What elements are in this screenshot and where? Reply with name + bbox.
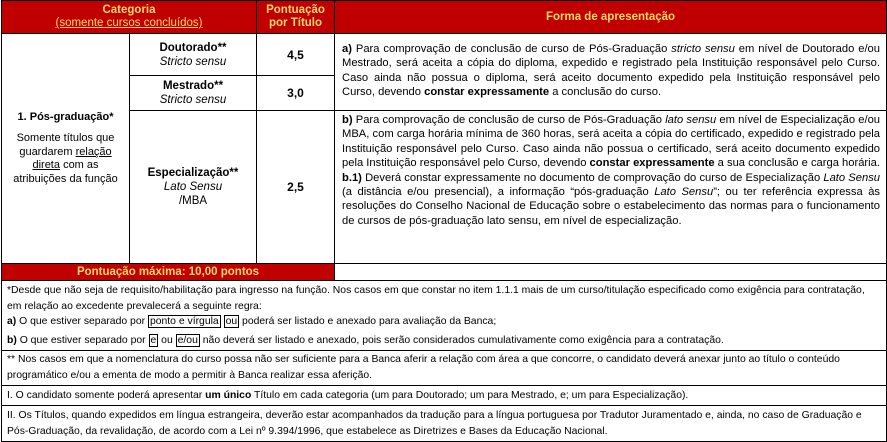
header-forma: Forma de apresentação (335, 1, 887, 34)
row-especializacao (2, 111, 887, 264)
forma-b-cell: b) Para comprovação de conclusão de curso de Pós-Graduação lato sensu em nível de Especialização e/ou MBA, com carga horária mínima de 360 horas, será aceita a cópia do certificado, expedido e registrado pela Instituição responsável pelo Curso. Caso ainda não possua o certificado, será aceito documento expedido pela Instituição responsável pelo Curso, devendo constar expressamente a sua conclusão e carga horária. b.1) Deverá constar expressamente no documento de comprovação do curso de Especialização Lato Sensu (a distância e/ou presencial), a informação “pós-graduação Lato Sensu”; ou ter referência expressa às resoluções do Conselho Nacional de Educação sobre o estabelecimento das normas para o funcionamento de cursos de pós-graduação lato sensu, em nível de especialização. (335, 111, 887, 264)
degree-mestrado: Mestrado** Stricto sensu (130, 76, 257, 111)
note-rule-b: b) O que estiver separado por e ou e/ou não deverá ser listado e anexado, pois serão considerados cumulativamente como exigência para a contratação. (7, 334, 724, 346)
note-roman1-row (2, 385, 887, 406)
header-pontuacao: Pontuação por Título (257, 1, 335, 34)
titles-table (1, 0, 887, 442)
score-especializacao: 2,5 (257, 111, 335, 264)
note-roman2-row (2, 406, 887, 442)
category-title: 1. Pós-graduação* (17, 110, 114, 123)
note-star1: *Desde que não seja de requisito/habilitação para ingresso na função. Nos casos em que constar no item 1.1.1 mais de um curso/titulação especificado como exigência para contratação, em relação ao excedente prevalecerá a seguinte regra: a) O que estiver separado por ponto e vírgula ou poderá ser listado e anexado para avaliação da Banca; b) O que estiver separado por e ou e/ou não deverá ser listado e anexado, pois serão considerados cumulativamente como exigência para a contratação. (2, 281, 887, 351)
row-doutorado (2, 34, 887, 76)
note-star1-row (2, 281, 887, 351)
note-star2: ** Nos casos em que a nomenclatura do curso possa não ser suficiente para a Banca aferir a relação com área a que concorre, o candidato deverá anexar junto ao título o conteúdo programático e/ou a ementa de modo a permitir à Banca realizar essa aferição. (2, 351, 887, 385)
note-roman2: II. Os Títulos, quando expedidos em língua estrangeira, deverão estar acompanhados da tradução para a língua portuguesa por Tradutor Juramentado e, ainda, no caso de Graduação e Pós-Graduação, da revalidação, de acordo com a Lei nº 9.394/1996, que estabelece as Diretrizes e Bases da Educação Nacional. (2, 406, 887, 442)
note-rule-a: a) O que estiver separado por ponto e vírgula ou poderá ser listado e anexado para avaliação da Banca; (7, 316, 497, 328)
forma-a-cell: a) Para comprovação de conclusão de curso de Pós-Graduação stricto sensu em nível de Doutorado e/ou Mestrado, será aceita a cópia do diploma, expedido e registrado pela Instituição responsável pelo Curso. Caso ainda não possua o diploma, será aceito documento expedido pela Instituição responsável pelo Curso, devendo constar expressamente a conclusão do curso. (335, 34, 887, 111)
degree-especializacao: Especialização** Lato Sensu /MBA (130, 111, 257, 264)
note-star2-row (2, 351, 887, 385)
category-cell (2, 34, 130, 264)
category-description: Somente títulos que guardarem relação direta com as atribuições da função (13, 132, 118, 185)
score-mestrado: 3,0 (257, 76, 335, 111)
score-doutorado: 4,5 (257, 34, 335, 76)
degree-doutorado: Doutorado** Stricto sensu (130, 34, 257, 76)
header-categoria: Categoria (somente cursos concluídos) (2, 1, 257, 34)
note-roman1: I. O candidato somente poderá apresentar um único Título em cada categoria (um para Doutorado; um para Mestrado, e; um para Especialização). (2, 385, 887, 406)
header-row (2, 1, 887, 34)
max-score-row (2, 264, 887, 281)
max-score: Pontuação máxima: 10,00 pontos (2, 264, 335, 281)
